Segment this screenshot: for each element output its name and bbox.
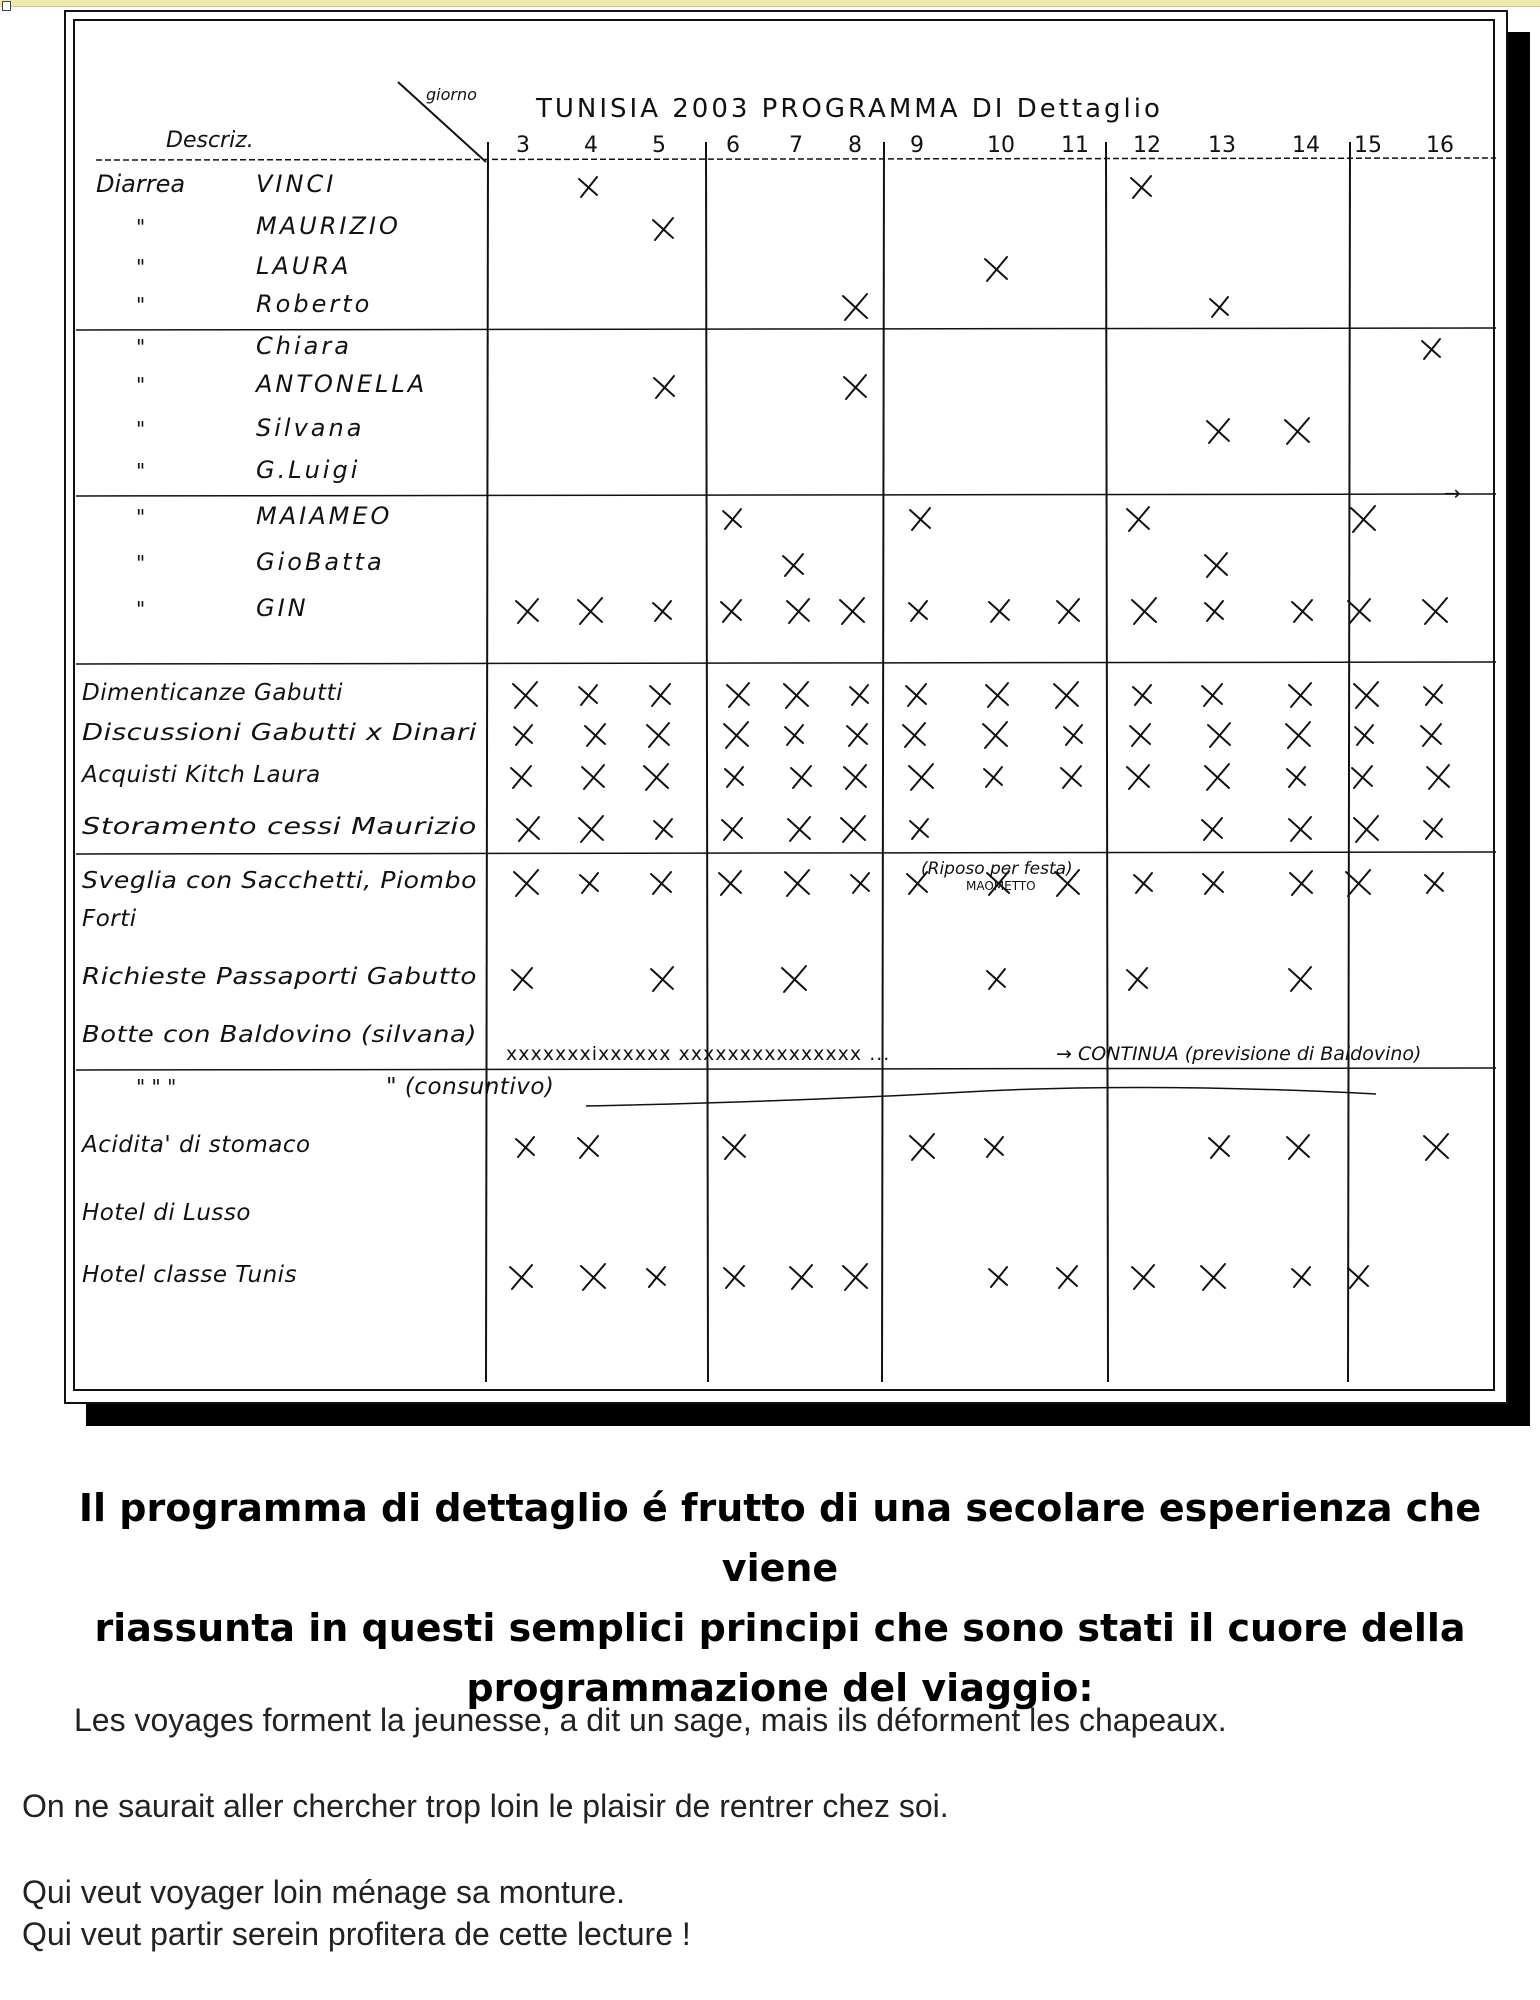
schedule-mark: [1133, 685, 1151, 705]
row-label: Forti: [82, 906, 137, 932]
schedule-mark: [909, 601, 927, 621]
schedule-mark: [1348, 599, 1370, 623]
wavy-rule: [586, 1087, 1376, 1106]
group-rule: [76, 328, 1496, 330]
schedule-mark: [1130, 724, 1150, 746]
row-category: ": [136, 597, 146, 621]
row-category: ": [136, 459, 146, 483]
schedule-mark: [514, 725, 532, 745]
schedule-mark: [581, 1264, 605, 1290]
schedule-mark: [790, 1265, 812, 1289]
schedule-mark: [513, 682, 537, 708]
row-label: Dimenticanze Gabutti: [82, 680, 344, 706]
schedule-mark: [511, 766, 531, 788]
schedule-mark: [1352, 766, 1372, 788]
botte-marks-annotation: xxxxxxxixxxxxx xxxxxxxxxxxxxxx ...: [506, 1043, 891, 1065]
schedule-mark: [578, 1136, 598, 1158]
row-category: ": [136, 255, 146, 279]
day-label: 10: [987, 133, 1015, 158]
schedule-mark: [906, 684, 926, 706]
row-label: MAIAMEO: [256, 502, 393, 530]
schedule-mark: [647, 723, 669, 747]
row-label: Sveglia con Sacchetti, Piombo: [82, 868, 477, 894]
schedule-mark: [516, 599, 538, 623]
schedule-mark: [725, 767, 743, 787]
maometto-annotation: MAOMETTO: [966, 879, 1036, 893]
row-label: Hotel di Lusso: [82, 1200, 251, 1226]
schedule-mark: [1355, 725, 1373, 745]
row-category: ": [136, 293, 146, 317]
schedule-mark: [517, 817, 539, 841]
schedule-mark: [910, 1134, 934, 1160]
row-label: Hotel classe Tunis: [82, 1262, 298, 1288]
schedule-mark: [1203, 872, 1223, 894]
row-category: ": [136, 373, 146, 397]
schedule-mark: [844, 765, 866, 789]
schedule-mark: [1061, 766, 1081, 788]
schedule-rows: [80, 170, 554, 1288]
schedule-mark: [1354, 816, 1378, 842]
schedule-mark: [724, 1266, 744, 1288]
schedule-mark: [654, 819, 672, 839]
row-label: MAURIZIO: [256, 212, 401, 240]
schedule-mark: [1057, 1266, 1077, 1288]
day-label: 4: [584, 133, 598, 158]
schedule-mark: [1134, 873, 1152, 893]
schedule-mark: [722, 818, 742, 840]
row-label: Roberto: [256, 290, 373, 318]
schedule-grid: [66, 12, 1506, 1402]
sheet-heading: TUNISIA 2003 PROGRAMMA DI Dettaglio: [536, 94, 1163, 124]
schedule-mark: [787, 599, 809, 623]
schedule-mark: [723, 509, 741, 529]
schedule-mark: [727, 683, 749, 707]
quote-1: Les voyages forment la jeunesse, a dit un sage, mais ils déforment les chapeaux.: [74, 1702, 1227, 1738]
schedule-mark: [1209, 1136, 1229, 1158]
day-label: 16: [1426, 133, 1454, 158]
day-label: 15: [1354, 133, 1382, 158]
day-header-row: [516, 133, 1454, 158]
schedule-mark: [788, 817, 810, 841]
group-rule: [76, 852, 1496, 854]
schedule-mark: [579, 177, 597, 197]
group-rule: [76, 494, 1496, 496]
schedule-mark: [653, 218, 673, 240]
schedule-mark: [1064, 725, 1082, 745]
schedule-mark: [985, 1137, 1003, 1157]
window-top-bar: [0, 0, 1540, 7]
schedule-mark: [1285, 418, 1309, 444]
quote-4: Qui veut partir serein profitera de cette lecture !: [22, 1916, 691, 1952]
schedule-mark: [851, 873, 869, 893]
schedule-mark: [1287, 767, 1305, 787]
quote-2: On ne saurait aller chercher trop loin le plaisir de rentrer chez soi.: [22, 1788, 949, 1824]
schedule-mark: [1054, 682, 1078, 708]
schedule-mark: [1290, 871, 1312, 895]
schedule-mark: [1427, 765, 1449, 789]
row-label: Silvana: [256, 414, 365, 442]
row-label: Acquisti Kitch Laura: [82, 762, 321, 788]
schedule-mark: [841, 816, 865, 842]
schedule-mark: [1425, 873, 1443, 893]
schedule-mark: [582, 765, 604, 789]
schedule-mark: [989, 1267, 1007, 1287]
column-divider: [882, 142, 884, 1382]
schedule-mark: [1202, 818, 1222, 840]
schedule-mark: [1289, 817, 1311, 841]
schedule-mark: [1127, 968, 1147, 990]
schedule-mark: [985, 257, 1007, 281]
day-label: 9: [910, 133, 924, 158]
schedule-mark: [579, 685, 597, 705]
caption-line-1: Il programma di dettaglio é frutto di una secolare esperienza che viene: [78, 1486, 1482, 1590]
row-category: ": [136, 215, 146, 239]
schedule-mark: [1127, 507, 1149, 531]
schedule-mark: [791, 766, 811, 788]
group-rule: [76, 1068, 1496, 1070]
schedule-mark: [847, 724, 867, 746]
schedule-mark: [1423, 598, 1447, 624]
schedule-mark: [785, 725, 803, 745]
schedule-mark: [1424, 819, 1442, 839]
caption-line-3: programmazione del viaggio:: [466, 1666, 1094, 1710]
schedule-mark: [1205, 764, 1229, 790]
schedule-mark: [1286, 722, 1310, 748]
day-label: 11: [1061, 133, 1089, 158]
row-label: Discussioni Gabutti x Dinari: [82, 720, 478, 746]
schedule-mark: [984, 767, 1002, 787]
schedule-mark: [843, 294, 867, 320]
schedule-mark: [651, 967, 673, 991]
schedule-mark: [1205, 601, 1223, 621]
schedule-mark: [1287, 1135, 1309, 1159]
row-label: Botte con Baldovino (silvana): [82, 1022, 477, 1048]
schedule-mark: [1201, 1264, 1225, 1290]
row-category: ": [136, 551, 146, 575]
schedule-mark: [1210, 297, 1228, 317]
day-label: 14: [1292, 133, 1320, 158]
schedule-mark: [850, 685, 868, 705]
schedule-mark: [723, 1135, 745, 1159]
schedule-mark: [578, 598, 602, 624]
row-label: Richieste Passaporti Gabutto: [82, 964, 477, 990]
row-label: " (consuntivo): [386, 1074, 555, 1100]
day-label: 13: [1208, 133, 1236, 158]
schedule-mark: [1421, 724, 1441, 746]
schedule-mark: [1422, 339, 1440, 359]
schedule-mark: [1057, 599, 1079, 623]
schedule-mark: [651, 872, 671, 894]
scanned-schedule-sheet: [64, 10, 1508, 1404]
schedule-mark: [580, 873, 598, 893]
schedule-mark: [1354, 682, 1378, 708]
row-category: ": [136, 417, 146, 441]
schedule-mark: [1289, 683, 1311, 707]
schedule-mark: [1202, 684, 1222, 706]
schedule-mark: [1424, 1134, 1448, 1160]
column-divider: [486, 142, 488, 1382]
row-label: LAURA: [256, 252, 352, 280]
continua-annotation: → CONTINUA (previsione di Baldovino): [1056, 1043, 1422, 1065]
schedule-mark: [1207, 419, 1229, 443]
row-category: ": [136, 335, 146, 359]
row-label: GioBatta: [256, 548, 385, 576]
schedule-mark: [910, 819, 928, 839]
schedule-mark: [721, 600, 741, 622]
day-label: 6: [726, 133, 740, 158]
schedule-mark: [783, 554, 803, 576]
row-label: GIN: [256, 594, 309, 622]
day-label: 5: [652, 133, 666, 158]
row-label: Chiara: [256, 332, 352, 360]
schedule-mark: [910, 508, 930, 530]
schedule-mark: [1348, 1266, 1368, 1288]
schedule-mark: [719, 871, 741, 895]
row-label: G.Luigi: [256, 456, 361, 484]
schedule-mark: [987, 969, 1005, 989]
schedule-mark: [585, 724, 605, 746]
schedule-mark: [1351, 506, 1375, 532]
row-label: Acidita' di stomaco: [82, 1132, 311, 1158]
day-label: 3: [516, 133, 530, 158]
row-label: ANTONELLA: [256, 370, 428, 398]
schedule-mark: [986, 683, 1008, 707]
schedule-mark: [1292, 1267, 1310, 1287]
row-category: Diarrea: [96, 170, 186, 198]
schedule-mark: [1131, 176, 1151, 198]
row-category: " " ": [136, 1075, 177, 1099]
schedule-mark: [1424, 685, 1442, 705]
schedule-mark: [1205, 553, 1227, 577]
day-label: 12: [1133, 133, 1161, 158]
schedule-mark: [1289, 967, 1311, 991]
window-corner-icon: [2, 1, 11, 11]
schedule-mark: [510, 1265, 532, 1289]
day-label: 7: [789, 133, 803, 158]
schedule-mark: [653, 601, 671, 621]
schedule-mark: [909, 764, 933, 790]
schedule-mark: [1132, 1265, 1154, 1289]
caption-block: [20, 1478, 1540, 1718]
schedule-mark: [1292, 600, 1312, 622]
header-rule: [96, 158, 1496, 160]
caption-line-2: riassunta in questi semplici principi che sono stati il cuore della: [94, 1606, 1466, 1650]
schedule-mark: [903, 723, 925, 747]
column-divider: [706, 142, 708, 1382]
schedule-mark: [512, 968, 532, 990]
schedule-mark: [782, 966, 806, 992]
schedule-marks: [510, 176, 1449, 1290]
group-rule: [76, 662, 1496, 664]
row-label: VINCI: [256, 170, 337, 198]
schedule-mark: [784, 682, 808, 708]
day-label: 8: [848, 133, 862, 158]
riposo-annotation: (Riposo per festa): [921, 859, 1073, 879]
schedule-mark: [1132, 598, 1156, 624]
schedule-mark: [983, 722, 1007, 748]
corner-top-label: giorno: [426, 85, 477, 104]
schedule-mark: [654, 376, 674, 398]
corner-bottom-label: Descriz.: [166, 128, 254, 153]
schedule-mark: [579, 816, 603, 842]
schedule-mark: [840, 598, 864, 624]
schedule-mark: [647, 1267, 665, 1287]
schedule-mark: [1208, 723, 1230, 747]
schedule-mark: [650, 684, 670, 706]
row-label: Storamento cessi Maurizio: [82, 814, 477, 840]
schedule-mark: [844, 375, 866, 399]
schedule-mark: [989, 600, 1009, 622]
schedule-mark: [1127, 765, 1149, 789]
schedule-mark: [514, 870, 538, 896]
schedule-mark: [843, 1264, 867, 1290]
schedule-mark: [516, 1137, 534, 1157]
arrow-annotation: →: [1444, 481, 1461, 505]
schedule-mark: [724, 722, 748, 748]
schedule-mark: [644, 764, 668, 790]
quote-3: Qui veut voyager loin ménage sa monture.: [22, 1874, 625, 1910]
row-category: ": [136, 505, 146, 529]
schedule-mark: [785, 870, 809, 896]
